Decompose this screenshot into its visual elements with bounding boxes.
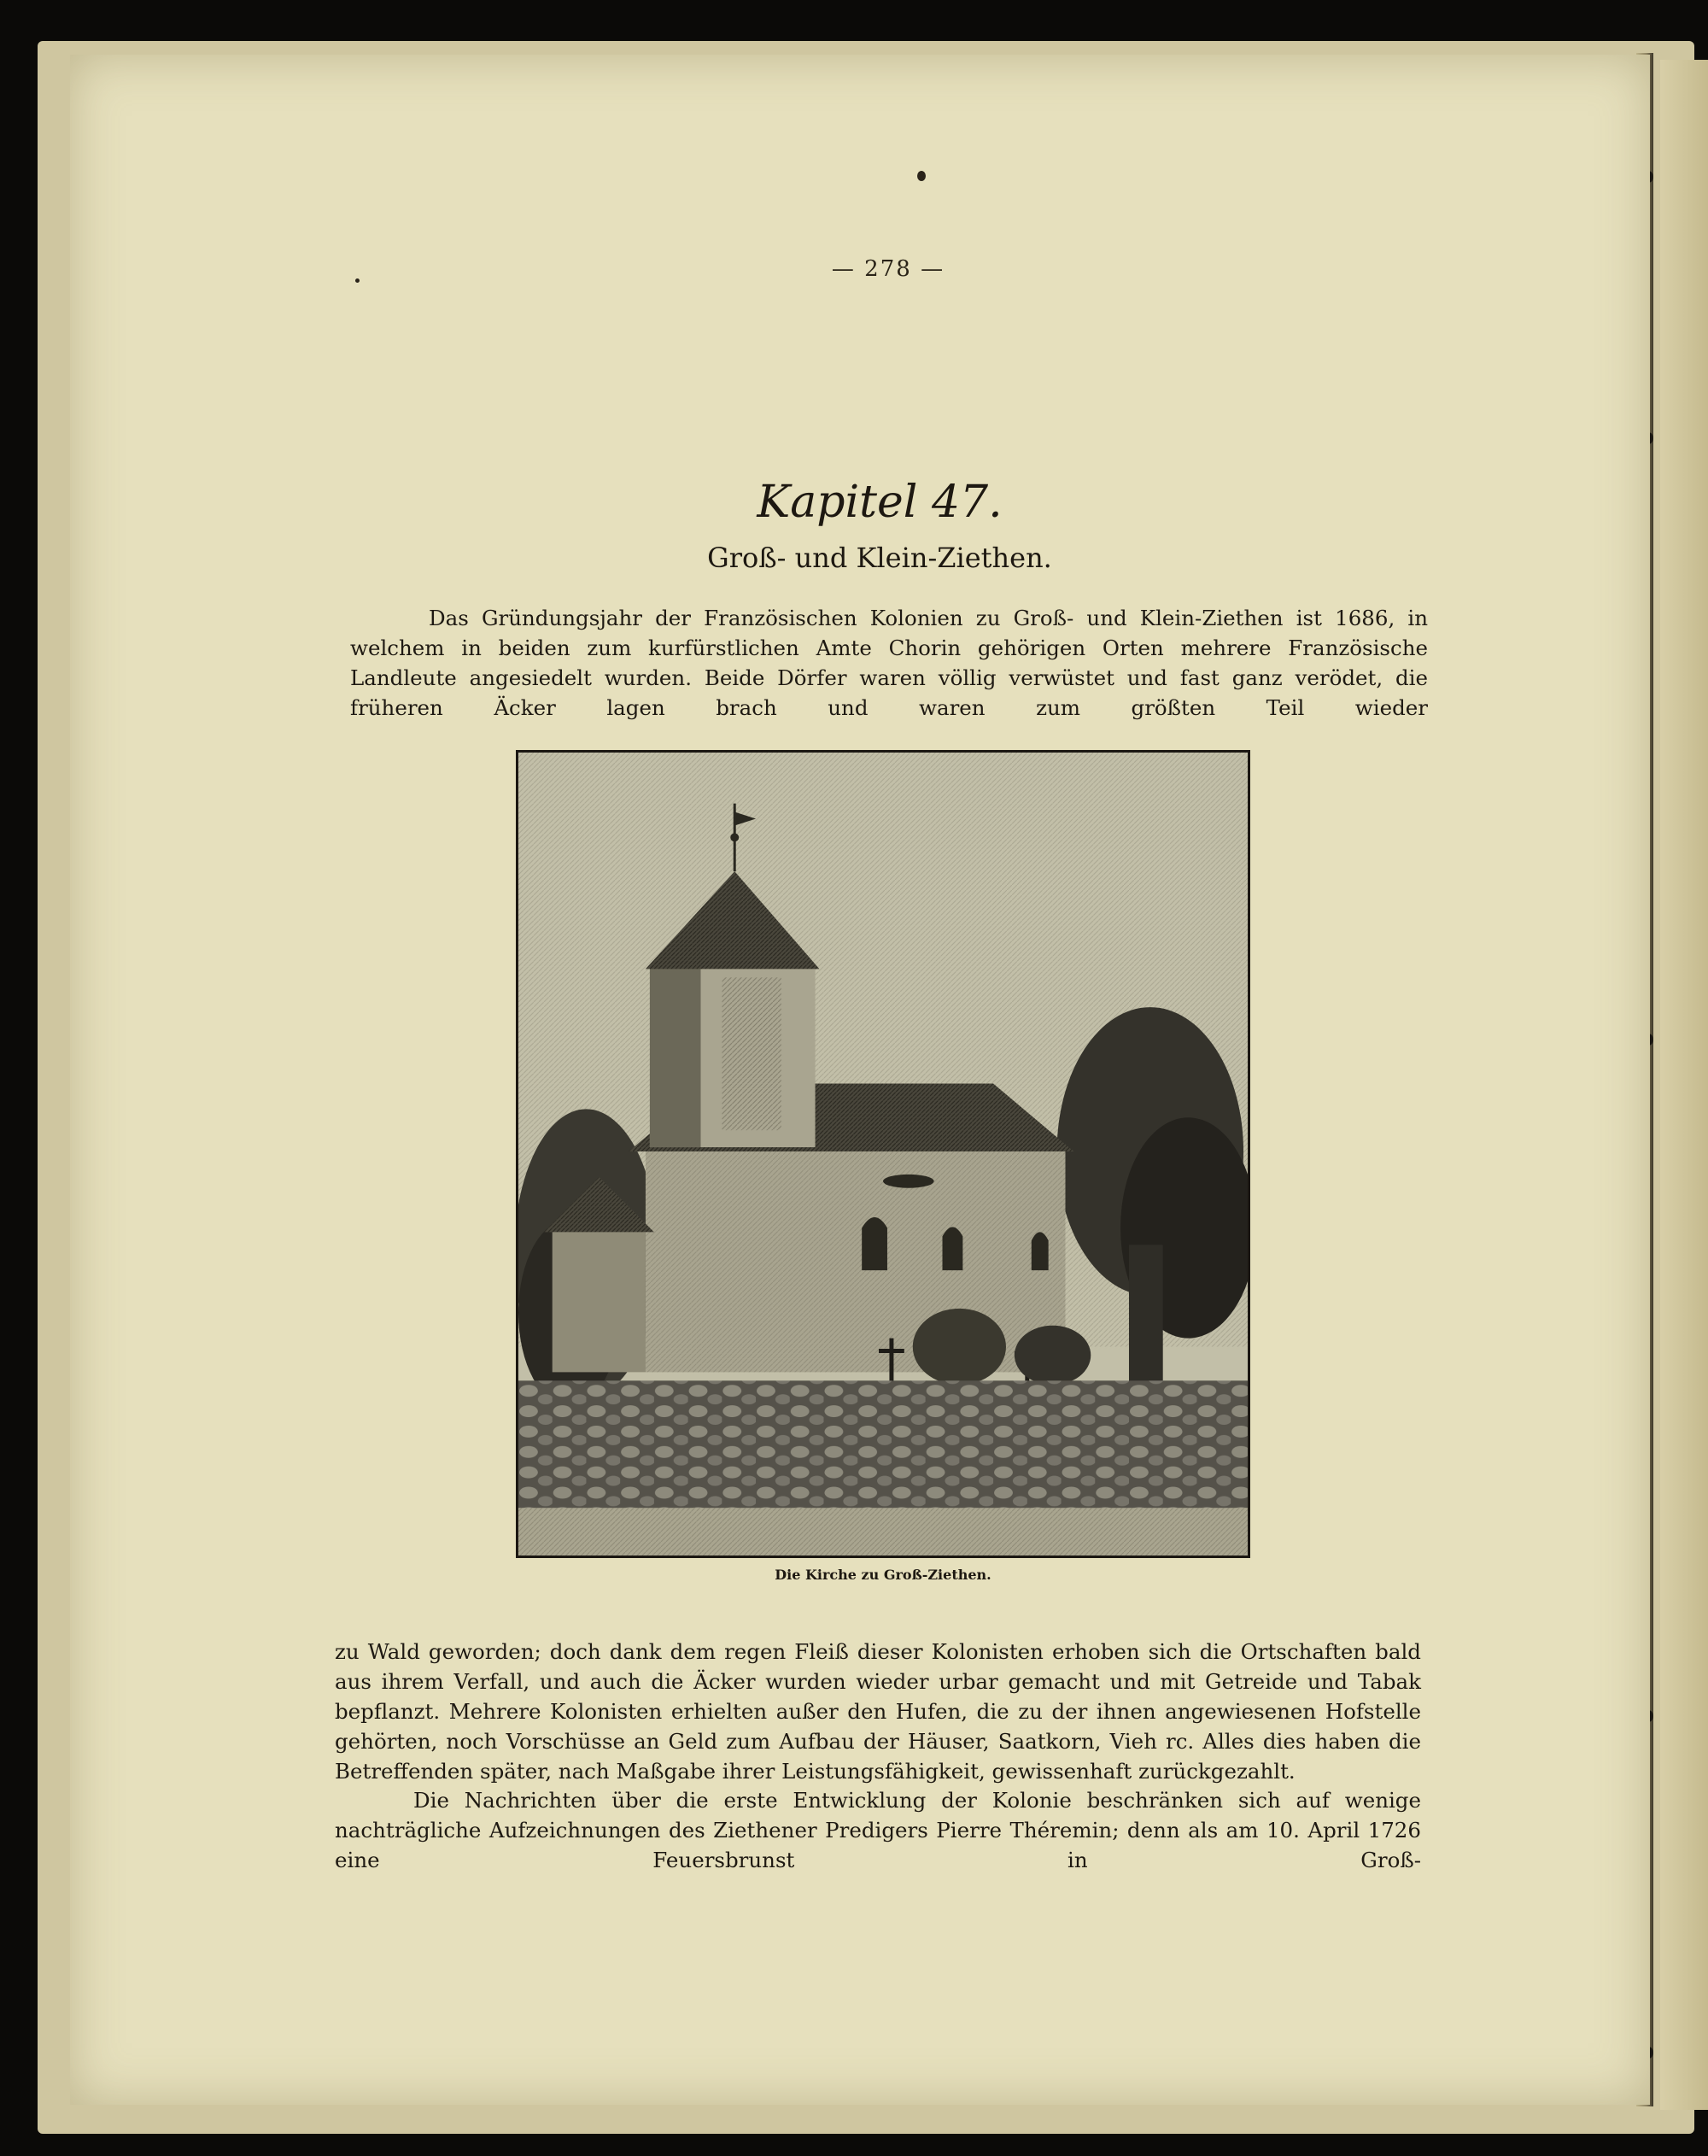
paragraph-text: Das Gründungsjahr der Französischen Kolonien zu Groß- und Klein-Ziethen ist 1686, in welchem in beiden zum kurfürstlichen Amte Chorin gehörigen Orten mehrere Französische Landleute angesiedelt wurden. Beide Dörfer waren völlig verwüstet und fast ganz verödet, die früheren Äcker lagen brach und waren zum größten Teil wieder: [350, 606, 1428, 720]
chapter-title: Kapitel 47.: [757, 477, 1003, 528]
paragraph: [350, 603, 1428, 723]
ink-speck: [355, 278, 360, 283]
paragraph-text: Die Nachrichten über die erste Entwicklung der Kolonie beschränken sich auf wenige nachträgliche Aufzeichnungen des Ziethener Predigers Pierre Théremin; denn als am 10. April 1726 eine Feuersbrunst in Groß-: [335, 1788, 1421, 1872]
paragraph-text: zu Wald geworden; doch dank dem regen Fleiß dieser Kolonisten erhoben sich die Ortschaften bald aus ihrem Verfall, und auch die Äcker wurden wieder urbar gemacht und mit Getreide und Tabak bepflanzt. Mehrere Kolonisten erhielten außer den Hufen, die zu der ihnen angewiesenen Hofstelle gehörten, noch Vorschüsse an Geld zum Aufbau der Häuser, Saatkorn, Vieh rc. Alles dies haben die Betreffenden später, nach Maßgabe ihrer Leistungsfähigkeit, gewissenhaft zurückgezahlt.: [335, 1639, 1421, 1784]
chapter-subtitle: Groß- und Klein-Ziethen.: [707, 542, 1052, 574]
paragraph: [335, 1785, 1421, 1875]
church-engraving: [518, 753, 1248, 1555]
paragraph: [335, 1637, 1421, 1786]
church-illustration: [516, 750, 1250, 1558]
figure-caption: Die Kirche zu Groß-Ziethen.: [775, 1567, 991, 1583]
page-number: — 278 —: [831, 256, 945, 282]
ink-speck: [917, 171, 926, 181]
facing-page-edge: [1660, 60, 1708, 2110]
